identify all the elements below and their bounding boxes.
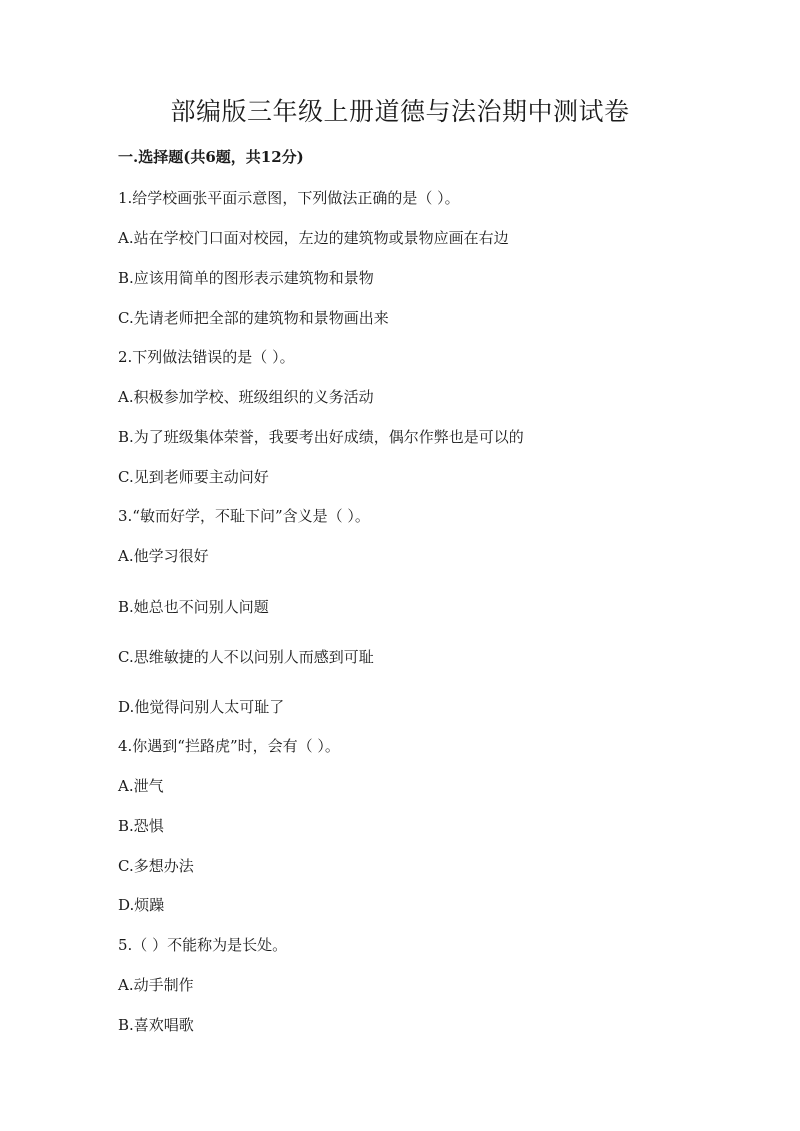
question-1-option-b: B.应该用简单的图形表示建筑物和景物: [118, 269, 374, 287]
question-3: 3.“敏而好学，不耻下问”含义是（ ）。: [118, 507, 370, 525]
section-heading: 一.选择题(共6题，共12分): [118, 148, 304, 166]
question-3-option-a: A.他学习很好: [118, 547, 209, 565]
page-title: 部编版三年级上册道德与法治期中测试卷: [170, 97, 630, 126]
question-5-option-b: B.喜欢唱歌: [118, 1016, 194, 1034]
question-2-option-c: C.见到老师要主动问好: [118, 468, 269, 486]
question-1-option-a: A.站在学校门口面对校园，左边的建筑物或景物应画在右边: [118, 229, 509, 247]
question-4: 4.你遇到“拦路虎”时，会有（ ）。: [118, 737, 340, 755]
question-2: 2.下列做法错误的是（ ）。: [118, 348, 295, 366]
question-5: 5.（ ）不能称为是长处。: [118, 936, 288, 954]
question-4-option-b: B.恐惧: [118, 817, 164, 835]
question-4-option-c: C.多想办法: [118, 857, 194, 875]
question-1: 1.给学校画张平面示意图，下列做法正确的是（ ）。: [118, 189, 460, 207]
question-4-option-d: D.烦躁: [118, 896, 165, 914]
question-1-option-c: C.先请老师把全部的建筑物和景物画出来: [118, 309, 389, 327]
question-3-option-b: B.她总也不问别人问题: [118, 598, 269, 616]
question-5-option-a: A.动手制作: [118, 976, 194, 994]
question-2-option-a: A.积极参加学校、班级组织的义务活动: [118, 388, 374, 406]
question-4-option-a: A.泄气: [118, 777, 164, 795]
question-2-option-b: B.为了班级集体荣誉，我要考出好成绩，偶尔作弊也是可以的: [118, 428, 524, 446]
question-3-option-d: D.他觉得问别人太可耻了: [118, 698, 285, 716]
question-3-option-c: C.思维敏捷的人不以问别人而感到可耻: [118, 648, 374, 666]
